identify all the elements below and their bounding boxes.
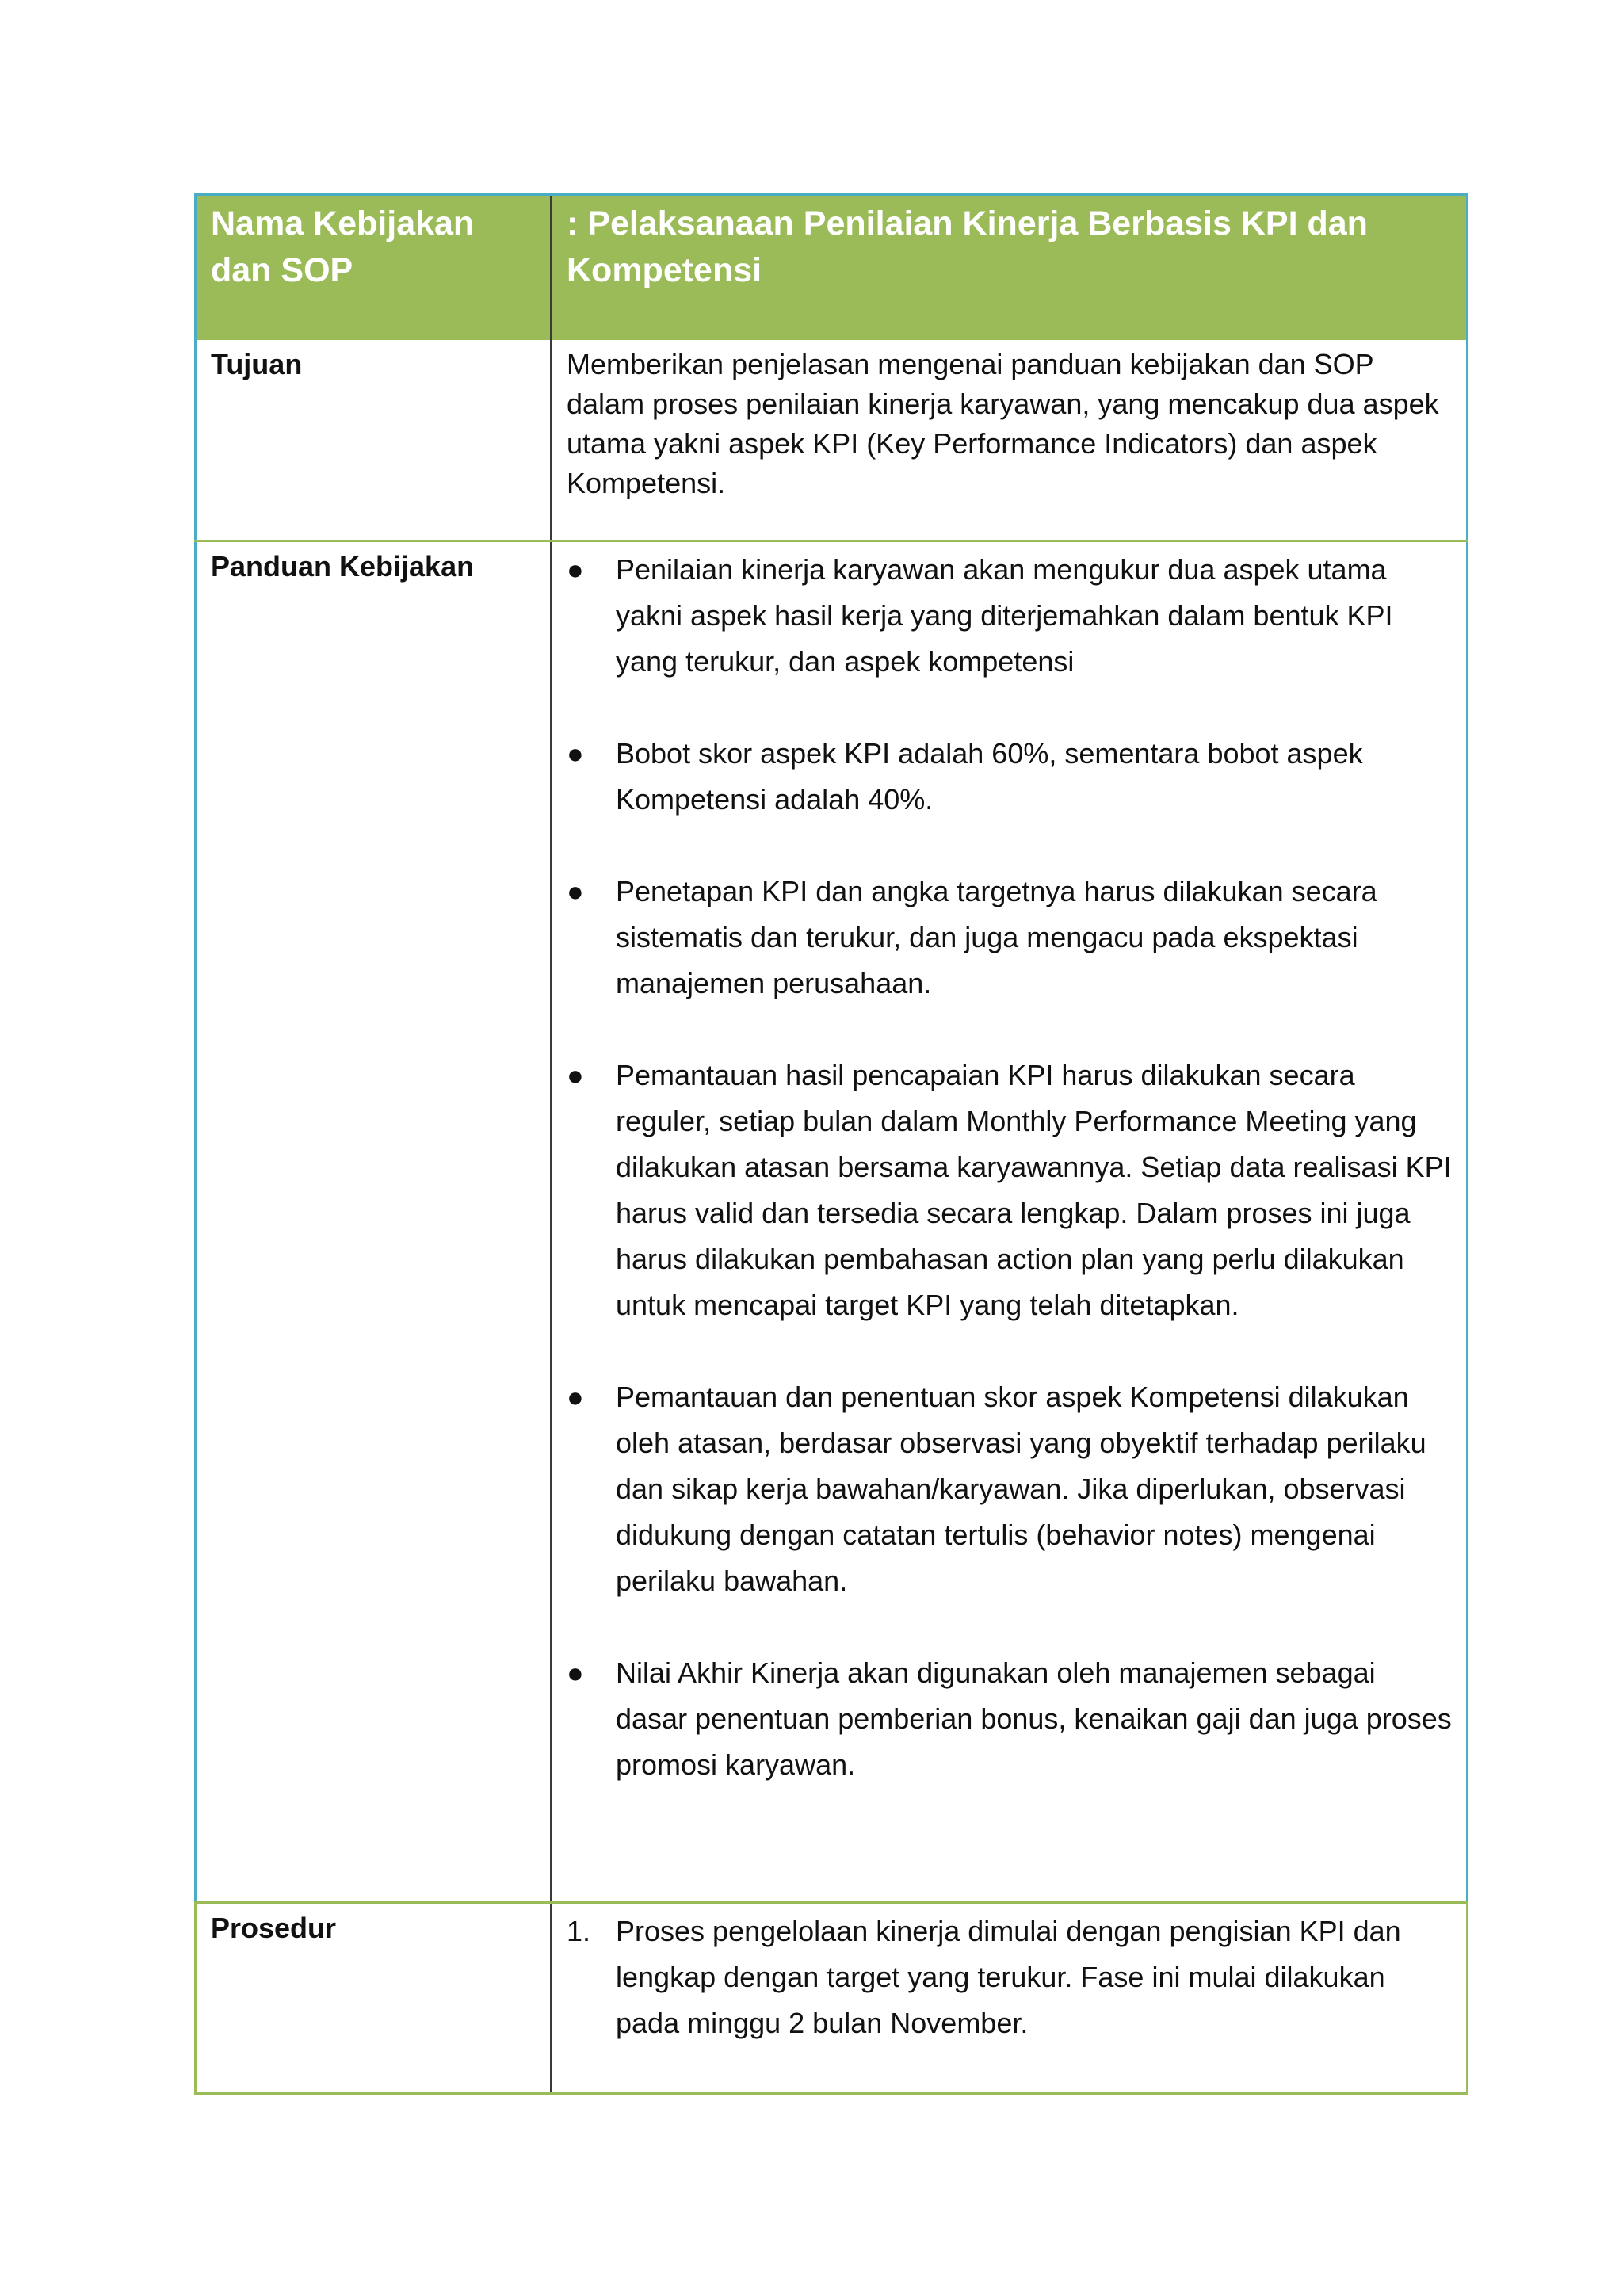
list-item-text: Pemantauan dan penentuan skor aspek Kompetensi dilakukan oleh atasan, berdasar observasi yang obyektif terhadap perilaku dan sikap kerja bawahan/karyawan. Jika diperlukan, observasi didukung dengan catatan tertulis (behavior notes) mengenai perilaku bawahan. bbox=[616, 1381, 1426, 1597]
prosedur-row bbox=[196, 1903, 1468, 2094]
header-left-label: Nama Kebijakan dan SOP bbox=[211, 204, 475, 289]
list-item bbox=[567, 731, 1452, 823]
bullet-marker: ● bbox=[567, 553, 584, 586]
policy-title: : Pelaksanaan Penilaian Kinerja Berbasis KPI dan Kompetensi bbox=[567, 204, 1368, 289]
panduan-label-cell bbox=[196, 541, 552, 1903]
list-item-text: Nilai Akhir Kinerja akan digunakan oleh manajemen sebagai dasar penentuan pemberian bonus, kenaikan gaji dan juga proses promosi karyawan. bbox=[616, 1656, 1452, 1781]
prosedur-label: Prosedur bbox=[211, 1912, 337, 1944]
panduan-list-cell bbox=[552, 541, 1468, 1903]
prosedur-label-cell bbox=[196, 1903, 552, 2094]
step-text: Proses pengelolaan kinerja dimulai dengan pengisian KPI dan lengkap dengan target yang terukur. Fase ini mulai dilakukan pada minggu 2 bulan November. bbox=[616, 1915, 1401, 2039]
bullet-marker: ● bbox=[567, 875, 584, 907]
prosedur-list-cell bbox=[552, 1903, 1468, 2094]
list-item bbox=[567, 547, 1452, 685]
step-number: 1. bbox=[567, 1915, 591, 1947]
tujuan-row bbox=[196, 340, 1468, 541]
tujuan-text-cell bbox=[552, 340, 1468, 541]
bullet-marker: ● bbox=[567, 1656, 584, 1689]
list-item-text: Penilaian kinerja karyawan akan mengukur dua aspek utama yakni aspek hasil kerja yang diterjemahkan dalam bentuk KPI yang terukur, dan aspek kompetensi bbox=[616, 553, 1393, 678]
list-item-text: Pemantauan hasil pencapaian KPI harus dilakukan secara reguler, setiap bulan dalam Monthly Performance Meeting yang dilakukan atasan bersama karyawannya. Setiap data realisasi KPI harus valid dan tersedia secara lengkap. Dalam proses ini juga harus dilakukan pembahasan action plan yang perlu dilakukan untuk mencapai target KPI yang telah ditetapkan. bbox=[616, 1059, 1452, 1321]
list-item bbox=[567, 869, 1452, 1007]
header-left-cell bbox=[196, 194, 552, 340]
prosedur-step-list bbox=[552, 1904, 1466, 2046]
list-item-text: Bobot skor aspek KPI adalah 60%, sementara bobot aspek Kompetensi adalah 40%. bbox=[616, 737, 1363, 816]
list-item bbox=[567, 1650, 1452, 1788]
panduan-label: Panduan Kebijakan bbox=[211, 550, 475, 583]
list-item bbox=[567, 1374, 1452, 1604]
bullet-marker: ● bbox=[567, 1381, 584, 1413]
table-header-row bbox=[196, 194, 1468, 340]
list-item bbox=[567, 1052, 1452, 1328]
tujuan-text: Memberikan penjelasan mengenai panduan kebijakan dan SOP dalam proses penilaian kinerja karyawan, yang mencakup dua aspek utama yakni aspek KPI (Key Performance Indicators) dan aspek Kompetensi. bbox=[567, 348, 1439, 499]
panduan-row bbox=[196, 541, 1468, 1903]
tujuan-label-cell bbox=[196, 340, 552, 541]
list-item-text: Penetapan KPI dan angka targetnya harus dilakukan secara sistematis dan terukur, dan juga mengacu pada ekspektasi manajemen perusahaan. bbox=[616, 875, 1377, 999]
bullet-marker: ● bbox=[567, 1059, 584, 1091]
tujuan-label: Tujuan bbox=[211, 348, 303, 380]
panduan-bullet-list bbox=[552, 542, 1466, 1788]
policy-sop-table bbox=[194, 193, 1468, 2095]
list-item bbox=[567, 1908, 1452, 2046]
bullet-marker: ● bbox=[567, 737, 584, 770]
header-right-cell bbox=[552, 194, 1468, 340]
